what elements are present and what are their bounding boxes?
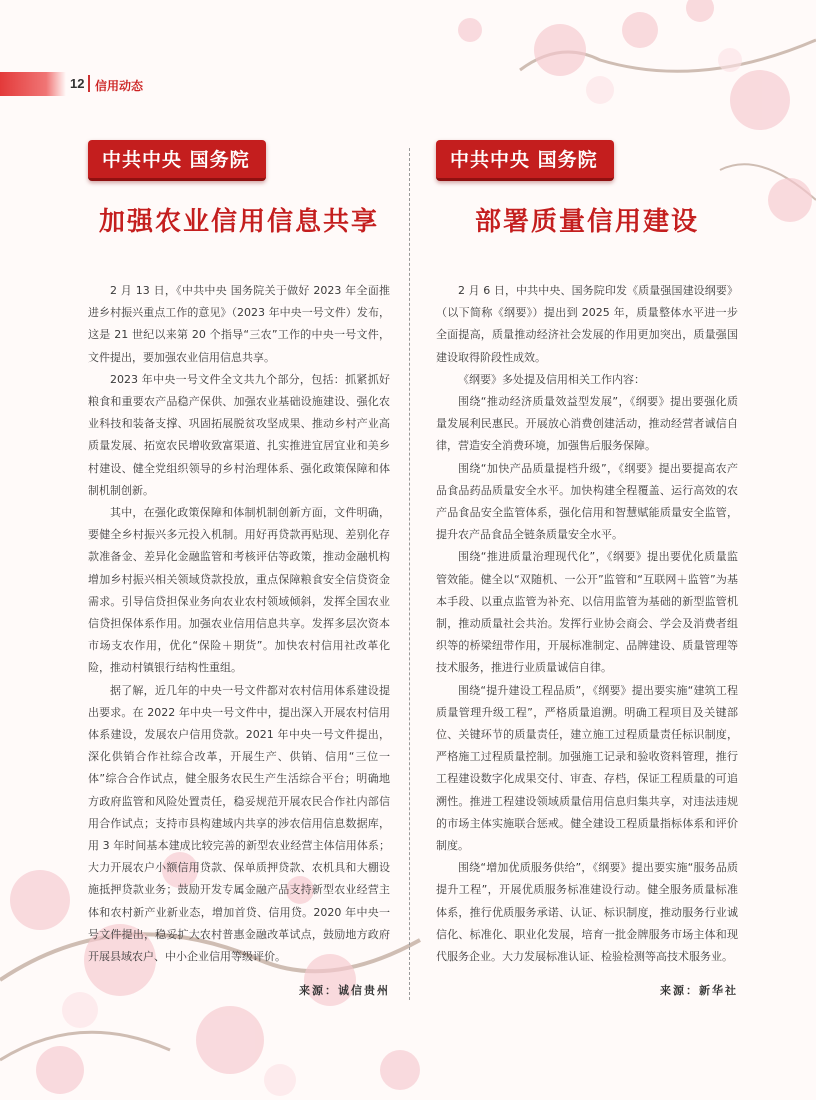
paragraph: 2 月 13 日，《中共中央 国务院关于做好 2023 年全面推进乡村振兴重点工作的意见》（2023 年中央一号文件）发布，这是 21 世纪以来第 20 个指导“三农”工作的中央一号文件，文件提出，要加强农业信用信息共享。: [88, 284, 390, 364]
left-source: 来源：诚信贵州: [299, 984, 390, 998]
paragraph: 2 月 6 日，中共中央、国务院印发《质量强国建设纲要》（以下简称《纲要》）提出到 2025 年，质量整体水平进一步全面提高，质量推动经济社会发展的作用更加突出，质量强国建设取得阶段性成效。: [436, 284, 738, 364]
right-headline: 部署质量信用建设: [474, 207, 699, 237]
header-separator: [88, 75, 90, 92]
page-number: 12: [70, 76, 85, 91]
left-article: [88, 140, 390, 998]
header-red-bar: [0, 72, 66, 96]
column-divider: [409, 148, 410, 1000]
section-title: 信用动态: [95, 79, 144, 93]
right-article: [436, 140, 738, 998]
paragraph: 围绕“推进质量治理现代化”，《纲要》提出要优化质量监管效能。健全以“双随机、一公开”监管和“互联网＋监管”为基本手段、以重点监管为补充、以信用监管为基础的新型监管机制，推动质量社会共治。发挥行业协会商会、学会及消费者组织等的桥梁纽带作用，开展标准制定、品牌建设、质量管理等技术服务，推进行业质量诚信自律。: [436, 550, 738, 675]
paragraph: 《纲要》多处提及信用相关工作内容：: [458, 372, 645, 386]
paragraph: 其中，在强化政策保障和体制机制创新方面，文件明确，要健全乡村振兴多元投入机制。用好再贷款再贴现、差别化存款准备金、差异化金融监管和考核评估等政策，推动金融机构增加乡村振兴相关领域贷款投放，重点保障粮食安全信贷资金需求。引导信贷担保业务向农业农村领域倾斜，发挥全国农业信贷担保体系作用。加强农业信用信息共享。发挥多层次资本市场支农作用，优化“保险＋期货”。加快农村信用社改革化险，推动村镇银行结构性重组。: [88, 506, 390, 675]
paragraph: 围绕“推动经济质量效益型发展”，《纲要》提出要强化质量发展利民惠民。开展放心消费创建活动，推动经营者诚信自律，营造安全消费环境，加强售后服务保障。: [436, 395, 738, 453]
paragraph: 围绕“加快产品质量提档升级”，《纲要》提出要提高农产品食品药品质量安全水平。加快构建全程覆盖、运行高效的农产品食品安全监管体系，强化信用和智慧赋能质量安全监管，提升农产品食品全链条质量安全水平。: [436, 461, 738, 542]
paragraph: 围绕“提升建设工程品质”，《纲要》提出要实施“建筑工程质量管理升级工程”，严格质量追溯。明确工程项目及关键部位、关键环节的质量责任，建立施工过程质量责任标识制度，严格施工过程质量控制。加强施工记录和验收资料管理，推行工程建设数字化成果交付、审查、存档，保证工程质量的可追溯性。推进工程建设领域质量信用信息归集共享，对违法违规的市场主体实施联合惩戒。健全建设工程质量指标体系和评价制度。: [436, 683, 738, 853]
left-headline: 加强农业信用信息共享: [98, 207, 379, 237]
right-body: [436, 280, 738, 968]
left-body: [88, 280, 390, 968]
right-badge: 中共中央 国务院: [436, 140, 614, 181]
paragraph: 围绕“增加优质服务供给”，《纲要》提出要实施“服务品质提升工程”，开展优质服务标准建设行动。健全服务质量标准体系，推行优质服务承诺、认证、标识制度，推动服务行业诚信化、标准化、职业化发展，培育一批金牌服务市场主体和现代服务企业。大力发展标准认证、检验检测等高技术服务业。: [436, 861, 738, 964]
paragraph: 据了解，近几年的中央一号文件都对农村信用体系建设提出要求。在 2022 年中央一号文件中，提出深入开展农村信用体系建设，发展农户信用贷款。2021 年中央一号文件提出，深化供销合作社综合改革，开展生产、供销、信用“三位一体”综合合作试点，健全服务农民生产生活综合平台；明确地方政府监管和风险处置责任，稳妥规范开展农民合作社内部信用合作试点；支持市县构建域内共享的涉农信用信息数据库，用 3 年时间基本建成比较完善的新型农业经营主体信用体系；大力开展农户小额信用贷款、保单质押贷款、农机具和大棚设施抵押贷款业务；鼓励开发专属金融产品支持新型农业经营主体和农村新产业新业态，增加首贷、信用贷。2020 年中央一号文件提出，稳妥扩大农村普惠金融改革试点，鼓励地方政府开展县域农户、中小企业信用等级评价。: [88, 683, 390, 964]
right-source: 来源：新华社: [660, 984, 738, 998]
paragraph: 2023 年中央一号文件全文共九个部分，包括：抓紧抓好粮食和重要农产品稳产保供、加强农业基础设施建设、强化农业科技和装备支撑、巩固拓展脱贫攻坚成果、推动乡村产业高质量发展、拓宽农民增收致富渠道、扎实推进宜居宜业和美乡村建设、健全党组织领导的乡村治理体系、强化政策保障和体制机制创新。: [88, 372, 390, 497]
left-badge: 中共中央 国务院: [88, 140, 266, 181]
